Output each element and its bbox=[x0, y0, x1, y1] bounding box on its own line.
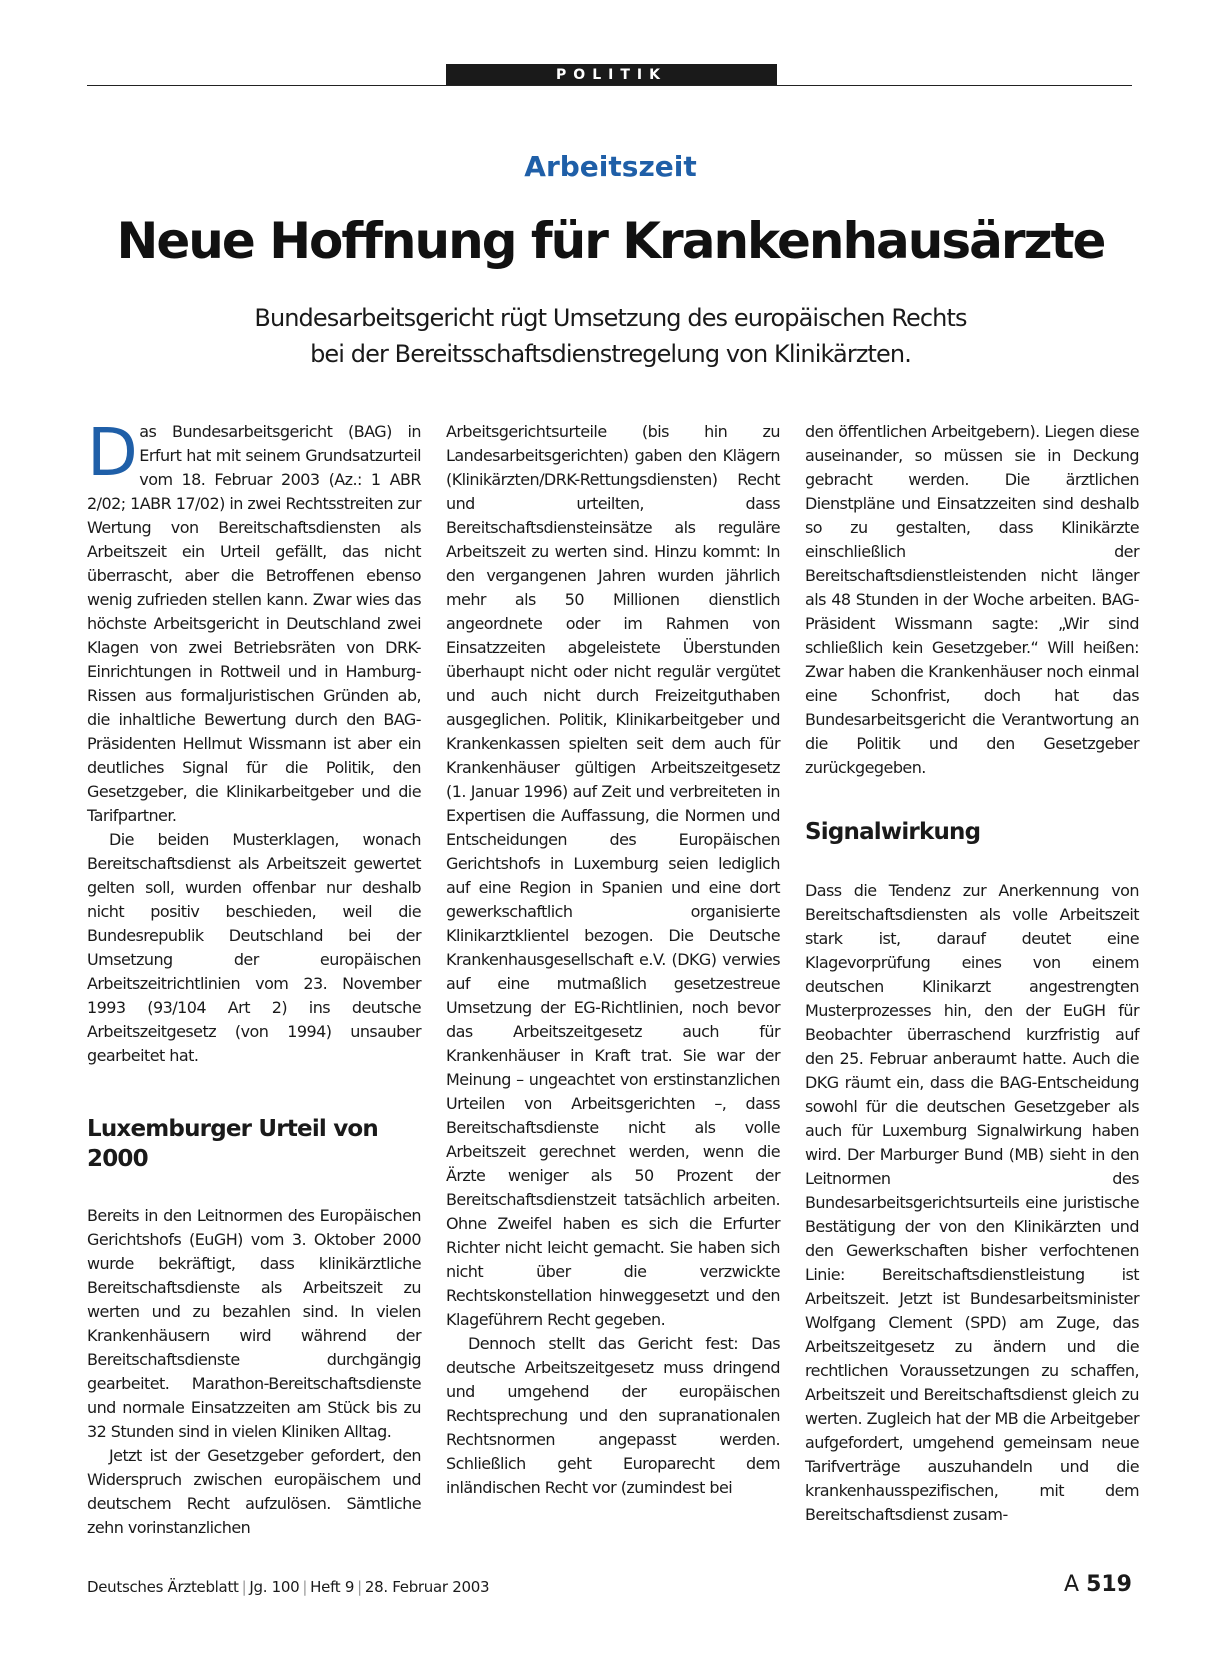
journal-date: 28. Februar 2003 bbox=[364, 1578, 490, 1596]
section-tab: POLITIK bbox=[446, 64, 777, 86]
text-column-3 bbox=[805, 420, 1139, 1527]
subhead-line: Bundesarbeitsgericht rügt Umsetzung des europäischen Rechts bbox=[254, 304, 967, 332]
text-column-1 bbox=[87, 414, 421, 1540]
subhead-line: bei der Bereitsschaftsdienstregelung von Klinikärzten. bbox=[310, 340, 911, 368]
footer-separator: | bbox=[302, 1578, 308, 1596]
journal-issue: Heft 9 bbox=[310, 1578, 355, 1596]
header-rule bbox=[87, 85, 1132, 86]
page-number-value: 519 bbox=[1086, 1572, 1132, 1597]
body-paragraph: Jetzt ist der Gesetzgeber gefordert, den Widerspruch zwischen europäischem und deutschem Recht aufzulösen. Sämtliche zehn vorinstanzlichen bbox=[87, 1446, 421, 1537]
footer-separator: | bbox=[241, 1578, 247, 1596]
section-heading: Luxemburger Urteil von 2000 bbox=[87, 1116, 378, 1172]
drop-cap: D bbox=[87, 414, 138, 491]
page-prefix: A bbox=[1064, 1572, 1080, 1597]
paragraph-text: as Bundesarbeitsgericht (BAG) in Erfurt hat mit seinem Grundsatzurteil vom 18. Februar 2003 (Az.: 1 ABR 2/02; 1ABR 17/02) in zwei Rechtsstreiten zur Wertung von Bereitschaftsdiensten als Arbeitszeit ein Urteil gefällt, das nicht überrascht, aber die Betroffenen ebenso wenig zufrieden stellen kann. Zwar wies das höchste Arbeitsgericht in Deutschland zwei Klagen von zwei Betriebsräten von DRK-Einrichtungen in Rottweil und in Hamburg-Rissen aus formaljuristischen Gründen ab, die inhaltliche Bewertung durch den BAG-Präsidenten Hellmut Wissmann ist aber ein deutliches Signal für die Politik, den Gesetzgeber, die Klinikarbeitgeber und die Tarifpartner. bbox=[87, 422, 421, 825]
journal-volume: Jg. 100 bbox=[249, 1578, 300, 1596]
text-column-2 bbox=[446, 420, 780, 1500]
footer-citation bbox=[87, 1578, 489, 1596]
body-paragraph: den öffentlichen Arbeitgebern). Liegen diese auseinander, so müssen sie in Deckung gebracht werden. Die ärztlichen Dienstpläne und Einsatzzeiten sind deshalb so zu gestalten, dass Klinikärzte einschließlich der Bereitschaftsdienstleistenden nicht länger als 48 Stunden in der Woche arbeiten. BAG-Präsident Wissmann sagte: „Wir sind schließlich kein Gesetzgeber.“ Will heißen: Zwar haben die Krankenhäuser noch einmal eine Schonfrist, doch hat das Bundesarbeitsgericht die Verantwortung an die Politik und den Gesetzgeber zurückgegeben. bbox=[805, 422, 1139, 777]
journal-name: Deutsches Ärzteblatt bbox=[87, 1578, 239, 1596]
body-paragraph: Arbeitsgerichtsurteile (bis hin zu Landesarbeitsgerichten) gaben den Klägern (Klinikärzten/DRK-Rettungsdiensten) Recht und urteilten, dass Bereitschaftsdiensteinsätze als reguläre Arbeitszeit zu werten sind. Hinzu kommt: In den vergangenen Jahren wurden jährlich mehr als 50 Millionen dienstlich angeordnete oder im Rahmen von Einsatzzeiten abgeleistete Überstunden überhaupt nicht oder nicht regulär vergütet und auch nicht durch Freizeitguthaben ausgeglichen. Politik, Klinikarbeitgeber und Krankenkassen spielten seit dem auch für Krankenhäuser gültigen Arbeitszeitgesetz (1. Januar 1996) auf Zeit und verbreiteten in Expertisen die Auffassung, die Normen und Entscheidungen des Europäischen Gerichtshofs in Luxemburg seien lediglich auf eine Region in Spanien und eine dort gewerkschaftlich organisierte Klinikarztklientel bezogen. Die Deutsche Krankenhausgesellschaft e.V. (DKG) verwies auf eine mutmaßlich gesetzestreue Umsetzung der EG-Richtlinien, noch bevor das Arbeitszeitgesetz auch für Krankenhäuser in Kraft trat. Sie war der Meinung – ungeachtet von erstinstanzlichen Urteilen von Arbeitsgerichten –, dass Bereitschaftsdienste nicht als volle Arbeitszeit gerechnet werden, wenn die Ärzte weniger als 50 Prozent der Bereitschaftsdienstzeit tatsächlich arbeiten. Ohne Zweifel haben es sich die Erfurter Richter nicht leicht gemacht. Sie haben sich nicht über die verzwickte Rechtskonstellation hinweggesetzt und den Klageführern Recht gegeben. bbox=[446, 422, 780, 1329]
footer-separator: | bbox=[357, 1578, 362, 1596]
body-paragraph: Die beiden Musterklagen, wonach Bereitschaftsdienst als Arbeitszeit gewertet gelten soll, wurden offenbar nur deshalb nicht positiv beschieden, weil die Bundesrepublik Deutschland bei der Umsetzung der europäischen Arbeitszeitrichtlinien vom 23. November 1993 (93/104 Art 2) ins deutsche Arbeitszeitgesetz (von 1994) unsauber gearbeitet hat. bbox=[87, 830, 421, 1065]
article-kicker: Arbeitszeit bbox=[524, 150, 697, 183]
body-paragraph: Bereits in den Leitnormen des Europäischen Gerichtshofs (EuGH) vom 3. Oktober 2000 wurde bekräftigt, dass klinikärztliche Bereitschaftsdienste als Arbeitszeit zu werten und zu bezahlen sind. In vielen Krankenhäusern wird während der Bereitschaftsdienste durchgängig gearbeitet. Marathon-Bereitschaftsdienste und normale Einsatzzeiten am Stück bis zu 32 Stunden sind in vielen Kliniken Alltag. bbox=[87, 1206, 421, 1441]
page-number bbox=[1064, 1572, 1132, 1597]
article-subhead bbox=[0, 300, 1221, 372]
body-paragraph: Dennoch stellt das Gericht fest: Das deutsche Arbeitszeitgesetz muss dringend und umgehend der europäischen Rechtsprechung und den supranationalen Rechtsnormen angepasst werden. Schließlich geht Europarecht dem inländischen Recht vor (zumindest bei bbox=[446, 1334, 780, 1497]
section-heading: Signalwirkung bbox=[805, 819, 981, 845]
body-paragraph: Dass die Tendenz zur Anerkennung von Bereitschaftsdiensten als volle Arbeitszeit stark ist, darauf deutet eine Klagevorprüfung eines von einem deutschen Klinikarzt angestrengten Musterprozesses hin, den der EuGH für Beobachter überraschend kurzfristig auf den 25. Februar anberaumt hatte. Auch die DKG räumt ein, dass die BAG-Entscheidung sowohl für die deutschen Gesetzgeber als auch für Luxemburg Signalwirkung haben wird. Der Marburger Bund (MB) sieht in den Leitnormen des Bundesarbeitsgerichtsurteils eine juristische Bestätigung der von den Klinikärzten und den Gewerkschaften bisher verfochtenen Linie: Bereitschaftsdienstleistung ist Arbeitszeit. Jetzt ist Bundesarbeitsminister Wolfgang Clement (SPD) am Zuge, das Arbeitszeitgesetz zu ändern und die rechtlichen Voraussetzungen zu schaffen, Arbeitszeit und Bereitschaftsdienst gleich zu werten. Zugleich hat der MB die Arbeitgeber aufgefordert, umgehend gemeinsam neue Tarifverträge auszuhandeln und die krankenhausspezifischen, mit dem Bereitschaftsdienst zusam- bbox=[805, 881, 1139, 1524]
article-headline: Neue Hoffnung für Krankenhausärzte bbox=[116, 212, 1105, 270]
body-paragraph bbox=[87, 414, 421, 828]
